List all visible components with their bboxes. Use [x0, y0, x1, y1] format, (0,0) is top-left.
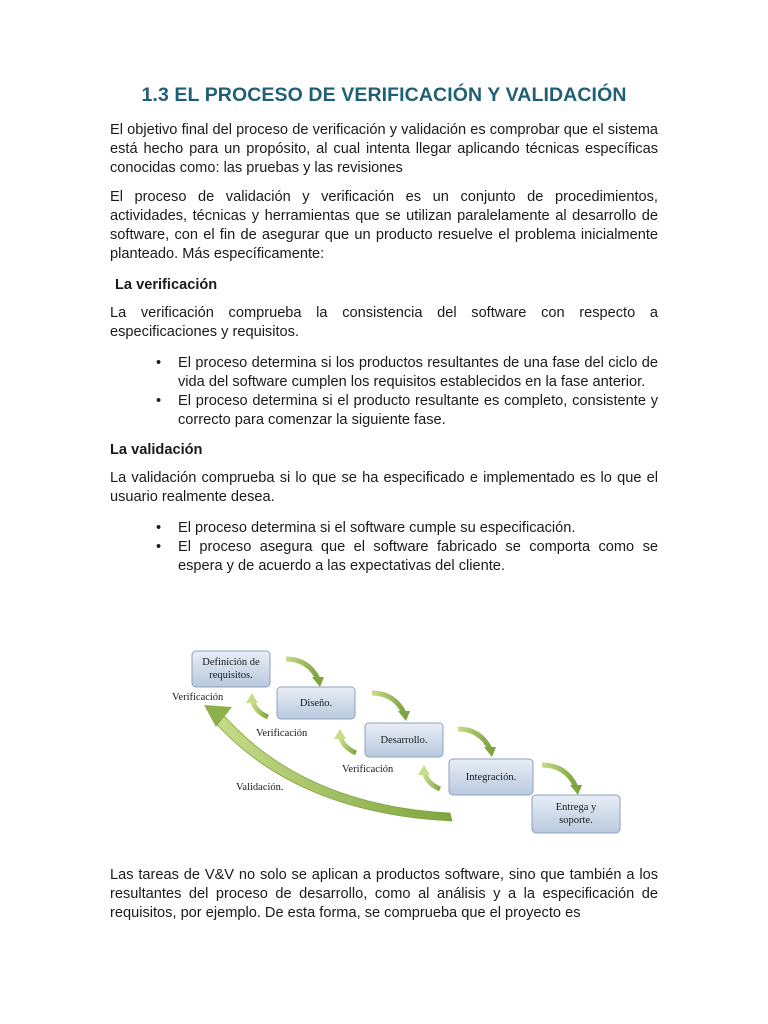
- bullet-icon: •: [156, 520, 162, 536]
- forward-arrow-icon: [458, 729, 496, 757]
- verification-arrow-icon: [334, 729, 356, 753]
- list-item-text: El proceso asegura que el software fabricado se comporta como se espera y de acuerdo a las expectativas del cliente.: [178, 539, 658, 574]
- box-label: Diseño.: [299, 698, 333, 709]
- validation-arrow-icon: [204, 705, 452, 821]
- verification-label: Verificación: [342, 764, 394, 775]
- box-delivery: [532, 795, 620, 833]
- box-integration: [449, 759, 533, 795]
- box-label: Desarrollo.: [380, 735, 428, 746]
- box-requirements: [192, 651, 270, 687]
- closing-paragraph: Las tareas de V&V no solo se aplican a productos software, sino que también a los resultantes del proceso de desarrollo, como al análisis y a la especificación de requisitos, por ejemplo. De esta forma, se comprueba que el proyecto es: [110, 867, 658, 921]
- forward-arrow-icon: [372, 693, 410, 721]
- list-item: [110, 354, 658, 392]
- forward-arrow-icon: [286, 659, 324, 687]
- bullet-icon: •: [156, 539, 162, 555]
- document-page: [110, 84, 658, 576]
- list-item: [110, 392, 658, 430]
- validation-heading: La validación: [110, 442, 203, 458]
- list-item-text: El proceso determina si el producto resultante es completo, consistente y correcto para comenzar la siguiente fase.: [178, 393, 658, 428]
- verification-list: [110, 354, 658, 430]
- verification-arrow-icon: [246, 693, 268, 717]
- list-item: [110, 519, 658, 538]
- intro-paragraph: El objetivo final del proceso de verificación y validación es comprobar que el sistema está hecho para un propósito, al cual intenta llegar aplicando técnicas específicas conocidas como: las pruebas y las revisiones: [110, 122, 658, 176]
- box-label: Entrega y: [555, 802, 597, 813]
- verification-paragraph: La verificación comprueba la consistencia del software con respecto a especificaciones y requisitos.: [110, 305, 658, 340]
- vv-process-diagram: [160, 645, 630, 840]
- verification-label: Verificación: [172, 692, 224, 703]
- validation-list: [110, 519, 658, 576]
- box-label: requisitos.: [209, 670, 253, 681]
- validation-paragraph: La validación comprueba si lo que se ha especificado e implementado es lo que el usuario realmente desea.: [110, 470, 658, 505]
- verification-label: Verificación: [256, 728, 308, 739]
- verification-heading: La verificación: [115, 277, 218, 293]
- forward-arrow-icon: [542, 765, 582, 795]
- list-item: [110, 538, 658, 576]
- closing-block: [110, 866, 658, 923]
- bullet-icon: •: [156, 355, 162, 371]
- box-design: [277, 687, 355, 719]
- section-title: 1.3 EL PROCESO DE VERIFICACIÓN Y VALIDACIÓN: [141, 84, 627, 106]
- box-label: Definición de: [202, 657, 260, 668]
- validation-label: Validación.: [236, 782, 284, 793]
- box-label: Integración.: [465, 772, 517, 783]
- box-label: soporte.: [559, 815, 593, 826]
- list-item-text: El proceso determina si los productos resultantes de una fase del ciclo de vida del software cumplen los requisitos establecidos en la fase anterior.: [178, 355, 658, 390]
- verification-arrow-icon: [418, 765, 440, 789]
- definition-paragraph: El proceso de validación y verificación es un conjunto de procedimientos, actividades, técnicas y herramientas que se utilizan paralelamente al desarrollo de software, con el fin de asegurar que un producto resuelve el problema inicialmente planteado. Más específicamente:: [110, 189, 658, 262]
- bullet-icon: •: [156, 393, 162, 409]
- list-item-text: El proceso determina si el software cumple su especificación.: [178, 520, 576, 536]
- box-development: [365, 723, 443, 757]
